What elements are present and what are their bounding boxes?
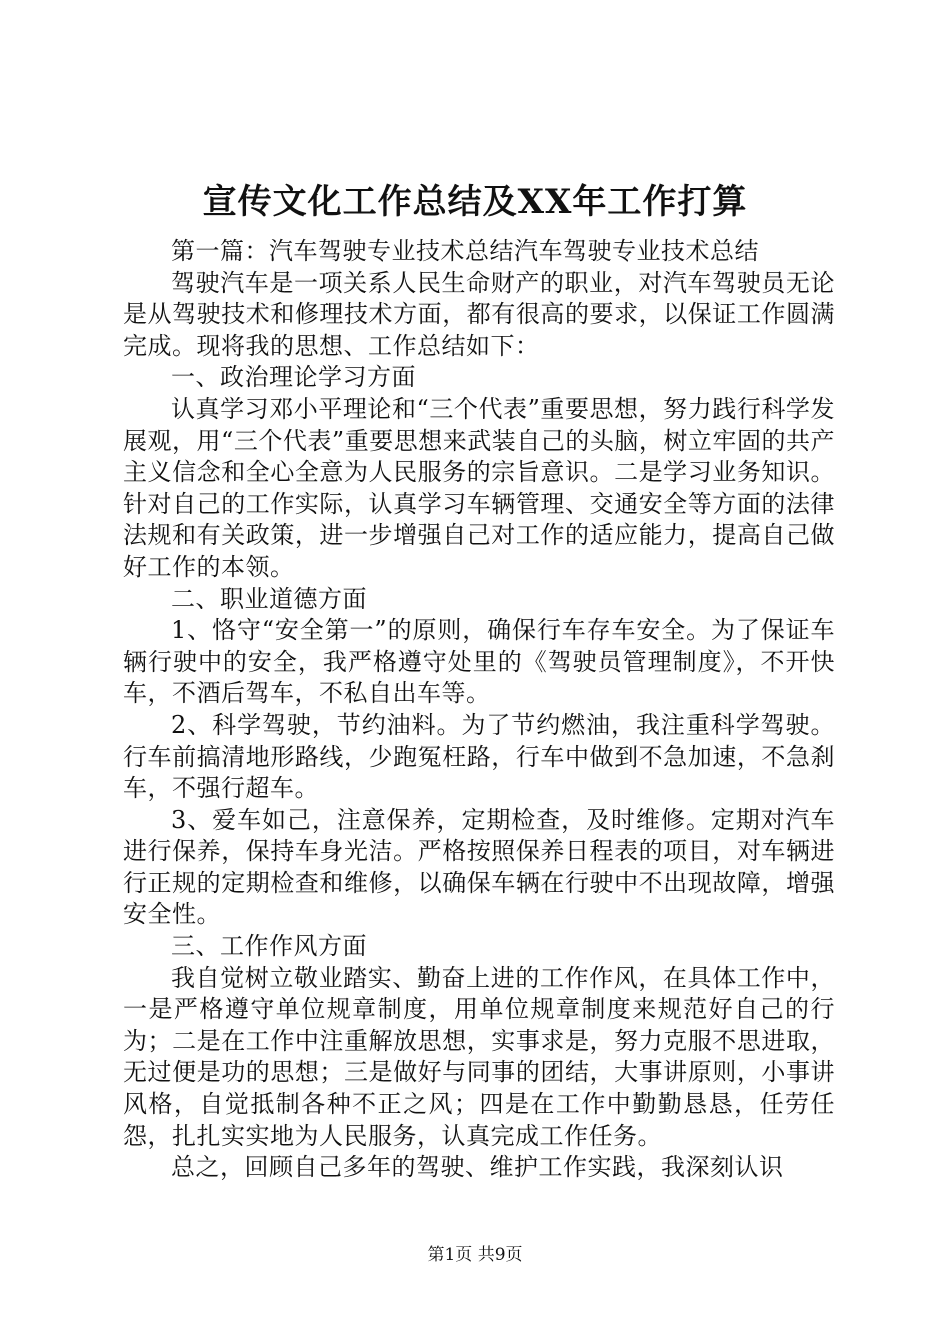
paragraph: 1、恪守“安全第一”的原则，确保行车存车安全。为了保证车辆行驶中的安全，我严格遵守处里的《驾驶员管理制度》，不开快车，不酒后驾车，不私自出车等。 xyxy=(123,616,835,708)
section-heading: 三、工作作风方面 xyxy=(171,932,367,961)
section-heading: 一、政治理论学习方面 xyxy=(171,363,416,392)
paragraph: 认真学习邓小平理论和“三个代表”重要思想，努力践行科学发展观，用“三个代表”重要思想来武装自己的头脑，树立牢固的共产主义信念和全心全意为人民服务的宗旨意识。二是学习业务知识。针对自己的工作实际，认真学习车辆管理、交通安全等方面的法律法规和有关政策，进一步增强自己对工作的适应能力，提高自己做好工作的本领。 xyxy=(123,394,835,581)
document-title: 宣传文化工作总结及XX年工作打算 xyxy=(202,182,748,222)
page-number-footer: 第1页 共9页 xyxy=(427,1245,523,1265)
paragraph: 总之，回顾自己多年的驾驶、维护工作实践，我深刻认识 xyxy=(171,1153,784,1182)
paragraph: 3、爱车如己，注意保养，定期检查，及时维修。定期对汽车进行保养，保持车身光洁。严格按照保养日程表的项目，对车辆进行正规的定期检查和维修，以确保车辆在行驶中不出现故障，增强安全性。 xyxy=(123,805,835,929)
paragraph: 驾驶汽车是一项关系人民生命财产的职业，对汽车驾驶员无论是从驾驶技术和修理技术方面，都有很高的要求，以保证工作圆满完成。现将我的思想、工作总结如下： xyxy=(123,268,835,360)
paragraph: 我自觉树立敬业踏实、勤奋上进的工作作风，在具体工作中，一是严格遵守单位规章制度，用单位规章制度来规范好自己的行为；二是在工作中注重解放思想，实事求是，努力克服不思进取，无过便是功的思想；三是做好与同事的团结，大事讲原则，小事讲风格，自觉抵制各种不正之风；四是在工作中勤勤恳恳，任劳任怨，扎扎实实地为人民服务，认真完成工作任务。 xyxy=(123,963,835,1150)
paragraph: 2、科学驾驶，节约油料。为了节约燃油，我注重科学驾驶。行车前搞清地形路线，少跑冤枉路，行车中做到不急加速，不急刹车，不强行超车。 xyxy=(123,710,835,803)
section-heading: 二、职业道德方面 xyxy=(171,584,367,613)
document-body xyxy=(123,236,835,1184)
paragraph: 第一篇：汽车驾驶专业技术总结汽车驾驶专业技术总结 xyxy=(171,237,759,265)
